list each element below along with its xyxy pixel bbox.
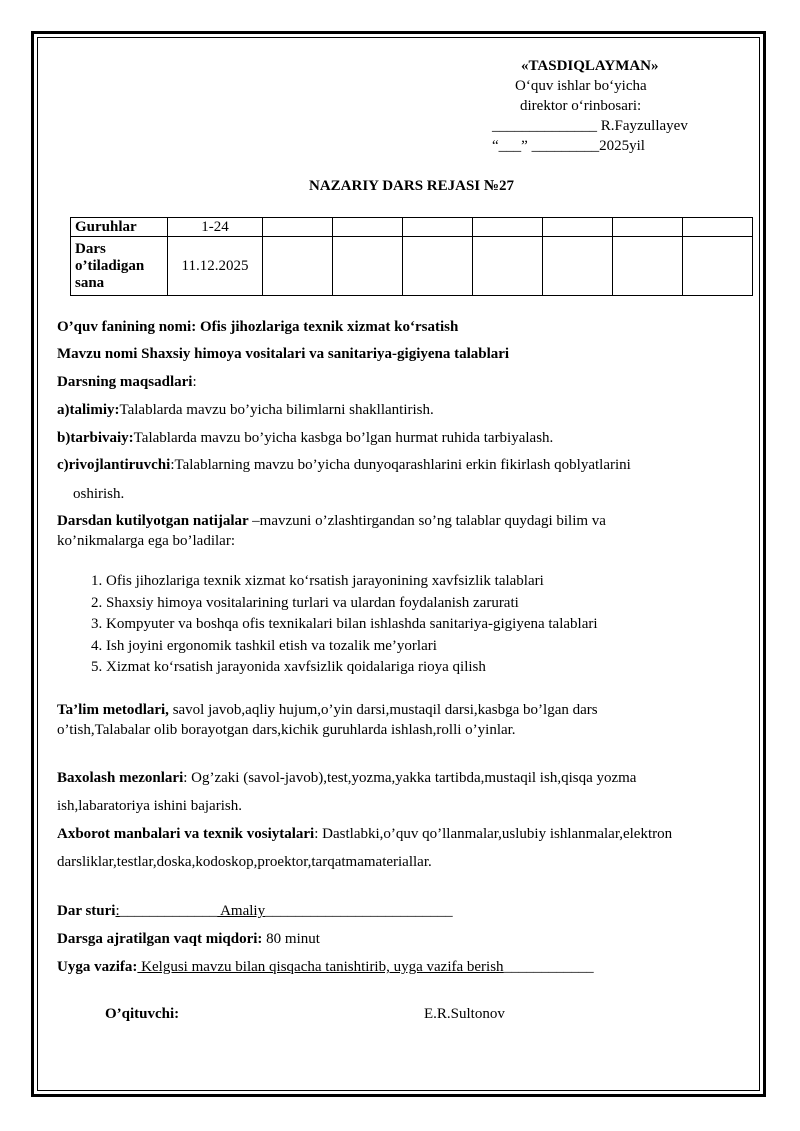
table-cell-empty bbox=[683, 218, 753, 237]
goal-b-text: Talablarda mavzu bo’yicha kasbga bo’lgan hurmat ruhida tarbiyalash. bbox=[133, 430, 554, 446]
list-item: 5. Xizmat ko‘rsatish jarayonida xavfsizlik qoidalariga rioya qilish bbox=[106, 657, 598, 679]
topic-value: Shaxsiy himoya vositalari va sanitariya-gigiyena talablari bbox=[141, 346, 510, 362]
table-cell-empty bbox=[403, 237, 473, 296]
goals-heading bbox=[57, 374, 197, 391]
table-cell-empty bbox=[473, 237, 543, 296]
goal-b bbox=[57, 430, 553, 447]
goals-label: Darsning maqsadlari bbox=[57, 374, 193, 390]
goal-b-label: b)tarbivaiy: bbox=[57, 430, 134, 446]
lesson-type-line bbox=[57, 903, 453, 920]
assessment-text2: ish,labaratoriya ishini bajarish. bbox=[57, 798, 242, 814]
goal-c-label: c)rivojlantiruvchi bbox=[57, 457, 171, 473]
teacher-name: E.R.Sultonov bbox=[424, 1006, 505, 1022]
homework-label: Uyga vazifa: bbox=[57, 959, 138, 975]
methods-line1 bbox=[57, 702, 598, 719]
assessment-label: Baxolash mezonlari bbox=[57, 770, 184, 786]
table-cell-groups-label: Guruhlar bbox=[71, 218, 168, 237]
list-item: 1. Ofis jihozlariga texnik xizmat ko‘rsatish jarayonining xavfsizlik talablari bbox=[106, 571, 598, 593]
subject-line bbox=[57, 319, 458, 336]
results-text1: –mavzuni o’zlashtirgandan so’ng talablar quydagi bilim va bbox=[252, 513, 606, 529]
approval-title: «TASDIQLAYMAN» bbox=[521, 58, 659, 74]
goal-a-label: a)talimiy: bbox=[57, 402, 120, 418]
sources-label: Axborot manbalari va texnik vosiytalari bbox=[57, 826, 315, 842]
assessment-text1: : Og’zaki (savol-javob),test,yozma,yakka tartibda,mustaqil ish,qisqa yozma bbox=[183, 770, 637, 786]
table-cell-empty bbox=[683, 237, 753, 296]
subject-value: Ofis jihozlariga texnik xizmat ko‘rsatish bbox=[199, 319, 459, 335]
results-text2: ko’nikmalarga ega bo’ladilar: bbox=[57, 533, 235, 549]
goal-a-text: Talablarda mavzu bo’yicha bilimlarni shakllantirish. bbox=[119, 402, 434, 418]
teacher-label: O’qituvchi: bbox=[105, 1006, 180, 1022]
topic-label: Mavzu nomi bbox=[57, 346, 142, 362]
subject-label: O’quv fanining nomi: bbox=[57, 319, 200, 335]
table-cell-empty bbox=[263, 218, 333, 237]
goal-c-text: :Talablarning mavzu bo’yicha dunyoqarashlarini erkin fikirlash qoblyatlarini bbox=[170, 457, 631, 473]
homework-line bbox=[57, 959, 594, 976]
document-title: NAZARIY DARS REJASI №27 bbox=[309, 178, 514, 194]
sources-text1: : Dastlabki,o’quv qo’llanmalar,uslubiy ishlanmalar,elektron bbox=[314, 826, 673, 842]
methods-text2: o’tish,Talabalar olib borayotgan dars,kichik guruhlarda ishlash,rolli o’yinlar. bbox=[57, 722, 516, 738]
lesson-type-colon: : bbox=[115, 903, 120, 919]
duration-label: Darsga ajratilgan vaqt miqdori: bbox=[57, 931, 263, 947]
results-label: Darsdan kutilyotgan natijalar bbox=[57, 513, 253, 529]
table-row bbox=[71, 218, 753, 237]
goals-colon: : bbox=[192, 374, 197, 390]
table-cell-empty bbox=[263, 237, 333, 296]
table-cell-empty bbox=[543, 237, 613, 296]
homework-tail: ____________ bbox=[503, 959, 594, 975]
list-item: 4. Ish joyini ergonomik tashkil etish va tozalik me’yorlari bbox=[106, 636, 598, 658]
results-list bbox=[78, 571, 598, 679]
lesson-type-tail: _________________________ bbox=[265, 903, 453, 919]
methods-text1: savol javob,aqliy hujum,o’yin darsi,mustaqil darsi,kasbga bo’lgan dars bbox=[168, 702, 598, 718]
lesson-type-value: Amaliy bbox=[217, 903, 266, 919]
table-cell-groups-value: 1-24 bbox=[168, 218, 263, 237]
goal-c bbox=[57, 457, 631, 474]
table-cell-empty bbox=[333, 237, 403, 296]
approval-date: “___” _________2025yil bbox=[492, 138, 645, 154]
goal-a bbox=[57, 402, 434, 419]
topic-line bbox=[57, 346, 509, 363]
results-intro bbox=[57, 513, 606, 530]
lesson-type-blank: _____________ bbox=[119, 903, 218, 919]
approval-signature: ______________ R.Fayzullayev bbox=[492, 118, 688, 134]
sources-line1 bbox=[57, 826, 672, 843]
list-item: 2. Shaxsiy himoya vositalarining turlari va ulardan foydalanish zarurati bbox=[106, 593, 598, 615]
approval-line1: O‘quv ishlar bo‘yicha bbox=[515, 78, 647, 94]
table-cell-empty bbox=[403, 218, 473, 237]
lesson-type-label: Dar sturi bbox=[57, 903, 116, 919]
table-cell-empty bbox=[473, 218, 543, 237]
table-cell-date-value: 11.12.2025 bbox=[168, 237, 263, 296]
methods-label: Ta’lim metodlari, bbox=[57, 702, 169, 718]
table-cell-empty bbox=[333, 218, 403, 237]
table-cell-empty bbox=[543, 218, 613, 237]
groups-table bbox=[70, 217, 753, 296]
sources-text2: darsliklar,testlar,doska,kodoskop,proektor,tarqatmamateriallar. bbox=[57, 854, 432, 870]
assessment-line1 bbox=[57, 770, 636, 787]
table-cell-date-label: Dars o’tiladigan sana bbox=[71, 237, 168, 296]
approval-line2: direktor o‘rinbosari: bbox=[520, 98, 642, 114]
goal-c-continuation: oshirish. bbox=[73, 486, 125, 502]
table-row bbox=[71, 237, 753, 296]
table-cell-empty bbox=[613, 237, 683, 296]
table-cell-empty bbox=[613, 218, 683, 237]
duration-value: 80 minut bbox=[262, 931, 320, 947]
list-item: 3. Kompyuter va boshqa ofis texnikalari bilan ishlashda sanitariya-gigiyena talablari bbox=[106, 614, 598, 636]
homework-value: Kelgusi mavzu bilan qisqacha tanishtirib, uyga vazifa berish bbox=[137, 959, 504, 975]
duration-line bbox=[57, 931, 320, 948]
